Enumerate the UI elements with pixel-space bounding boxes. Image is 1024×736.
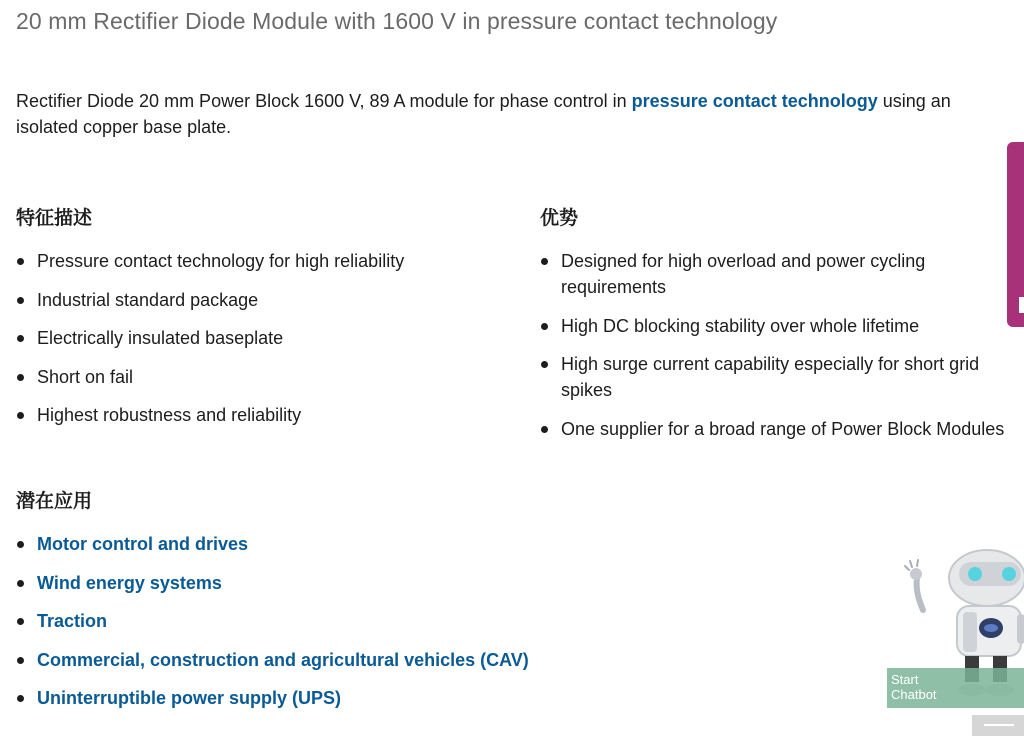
list-item: One supplier for a broad range of Power Block Modules [540, 416, 1024, 442]
bar-line-icon [984, 724, 1014, 726]
benefits-list [540, 248, 1024, 454]
list-item: Industrial standard package [16, 287, 516, 313]
intro-text-after: using an isolated copper base plate. [16, 91, 951, 137]
chatbot-label-line2: Chatbot [891, 687, 937, 702]
scroll-to-top-bar[interactable] [972, 715, 1024, 736]
application-link-wind-energy[interactable]: Wind energy systems [37, 572, 222, 593]
benefits-heading: 优势 [540, 207, 579, 229]
application-link-motor-control[interactable]: Motor control and drives [37, 534, 249, 554]
intro-text-before: Rectifier Diode 20 mm Power Block 1600 V, 89 A module for phase control in [16, 91, 632, 111]
pressure-contact-technology-link[interactable]: pressure contact technology [631, 91, 878, 111]
application-link-cav[interactable]: Commercial, construction and agricultural vehicles (CAV) [37, 649, 529, 670]
list-item: High surge current capability especially for short grid spikes [540, 351, 1024, 403]
list-item: Electrically insulated baseplate [16, 325, 516, 351]
chatbot-launcher[interactable] [887, 540, 1024, 712]
chatbot-label-line1: Start [891, 672, 919, 687]
intro-paragraph [16, 88, 996, 140]
list-item: Short on fail [16, 364, 516, 390]
applications-list [16, 531, 616, 724]
features-heading: 特征描述 [16, 207, 93, 229]
applications-heading: 潜在应用 [16, 490, 93, 512]
list-item: High DC blocking stability over whole lifetime [540, 313, 1024, 339]
list-item: Pressure contact technology for high reliability [16, 248, 516, 274]
list-item [16, 570, 616, 596]
list-item [16, 531, 616, 557]
chatbot-label[interactable] [887, 668, 1024, 708]
features-list [16, 248, 516, 441]
list-item: Highest robustness and reliability [16, 402, 516, 428]
list-item [16, 685, 616, 711]
list-item [16, 608, 616, 634]
page-title: 20 mm Rectifier Diode Module with 1600 V in pressure contact technology [16, 8, 778, 34]
side-tab-notch [1019, 297, 1024, 313]
application-link-ups[interactable]: Uninterruptible power supply (UPS) [37, 688, 342, 708]
application-link-traction[interactable]: Traction [37, 611, 108, 631]
list-item: Designed for high overload and power cycling requirements [540, 248, 1024, 300]
list-item [16, 647, 616, 673]
